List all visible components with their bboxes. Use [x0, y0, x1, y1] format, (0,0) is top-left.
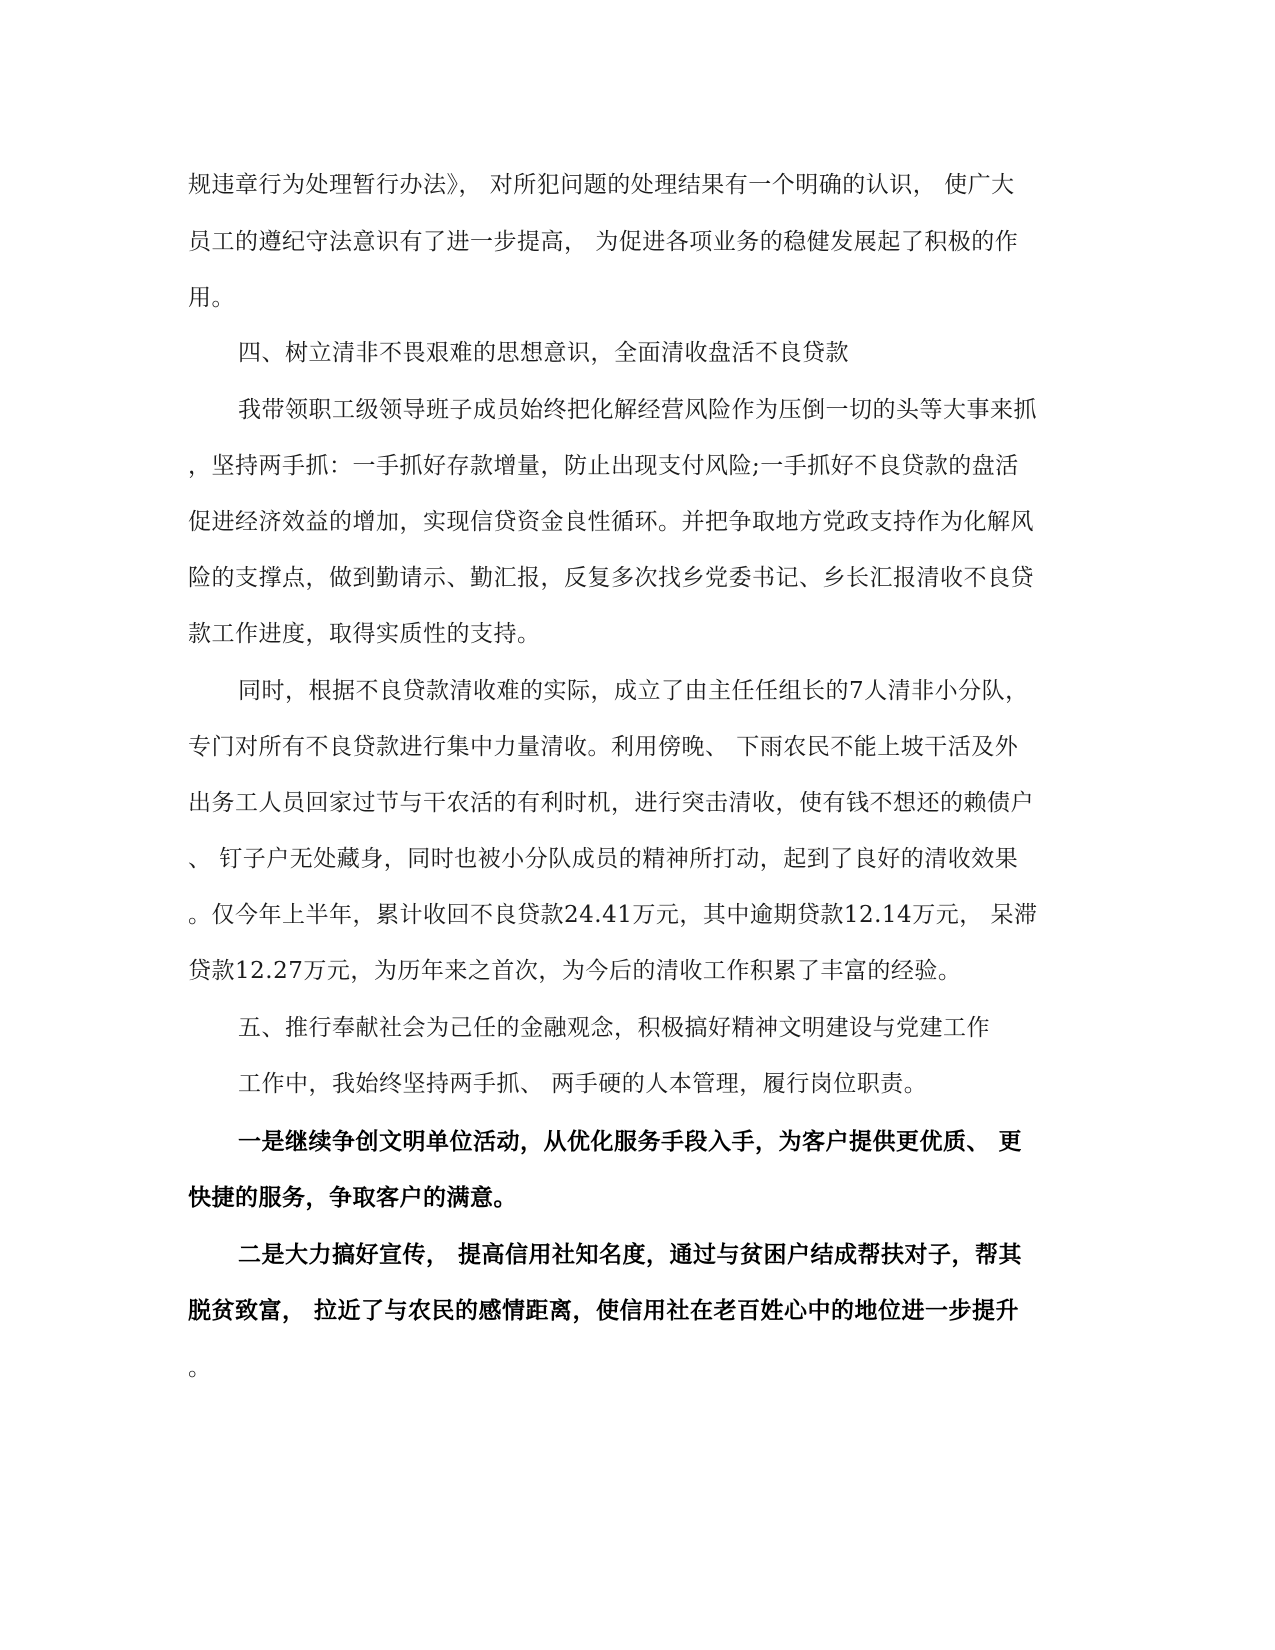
text-line: 险的支撑点，做到勤请示、勤汇报，反复多次找乡党委书记、乡长汇报清收不良贷 — [188, 565, 1034, 591]
text-line: 促进经济效益的增加，实现信贷资金良性循环。并把争取地方党政支持作为化解风 — [188, 509, 1034, 535]
bold-text-line: 快捷的服务，争取客户的满意。 — [188, 1184, 517, 1211]
section-heading: 五、推行奉献社会为己任的金融观念，积极搞好精神文明建设与党建工作 — [238, 1015, 990, 1041]
text-line: 专门对所有不良贷款进行集中力量清收。利用傍晚、 下雨农民不能上坡干活及外 — [188, 734, 1019, 760]
text-line: 。仅今年上半年，累计收回不良贷款24.41万元，其中逾期贷款12.14万元， 呆滞 — [188, 902, 1038, 928]
text-line: 。 — [188, 1355, 212, 1381]
text-line: 我带领职工级领导班子成员始终把化解经营风险作为压倒一切的头等大事来抓 — [238, 397, 1037, 423]
bold-text-line: 一是继续争创文明单位活动，从优化服务手段入手，为客户提供更优质、 更 — [238, 1128, 1023, 1155]
text-line: 款工作进度，取得实质性的支持。 — [188, 621, 541, 647]
text-line: ，坚持两手抓：一手抓好存款增量，防止出现支付风险;一手抓好不良贷款的盘活 — [188, 453, 1019, 479]
text-line: 出务工人员回家过节与干农活的有利时机，进行突击清收，使有钱不想还的赖债户 — [188, 790, 1034, 816]
text-line: 同时，根据不良贷款清收难的实际，成立了由主任任组长的7人清非小分队， — [238, 678, 1029, 704]
section-heading: 四、树立清非不畏艰难的思想意识，全面清收盘活不良贷款 — [238, 340, 849, 366]
text-line: 用。 — [188, 285, 235, 311]
text-line: 员工的遵纪守法意识有了进一步提高， 为促进各项业务的稳健发展起了积极的作 — [188, 229, 1019, 255]
text-line: 贷款12.27万元，为历年来之首次，为今后的清收工作积累了丰富的经验。 — [188, 958, 962, 984]
bold-text-line: 脱贫致富， 拉近了与农民的感情距离，使信用社在老百姓心中的地位进一步提升 — [188, 1297, 1020, 1324]
text-line: 工作中，我始终坚持两手抓、 两手硬的人本管理，履行岗位职责。 — [238, 1071, 928, 1097]
text-line: 规违章行为处理暂行办法》， 对所犯问题的处理结果有一个明确的认识， 使广大 — [188, 172, 1015, 198]
bold-text-line: 二是大力搞好宣传， 提高信用社知名度，通过与贫困户结成帮扶对子，帮其 — [238, 1241, 1023, 1268]
text-line: 、 钉子户无处藏身，同时也被小分队成员的精神所打动，起到了良好的清收效果 — [188, 846, 1019, 872]
